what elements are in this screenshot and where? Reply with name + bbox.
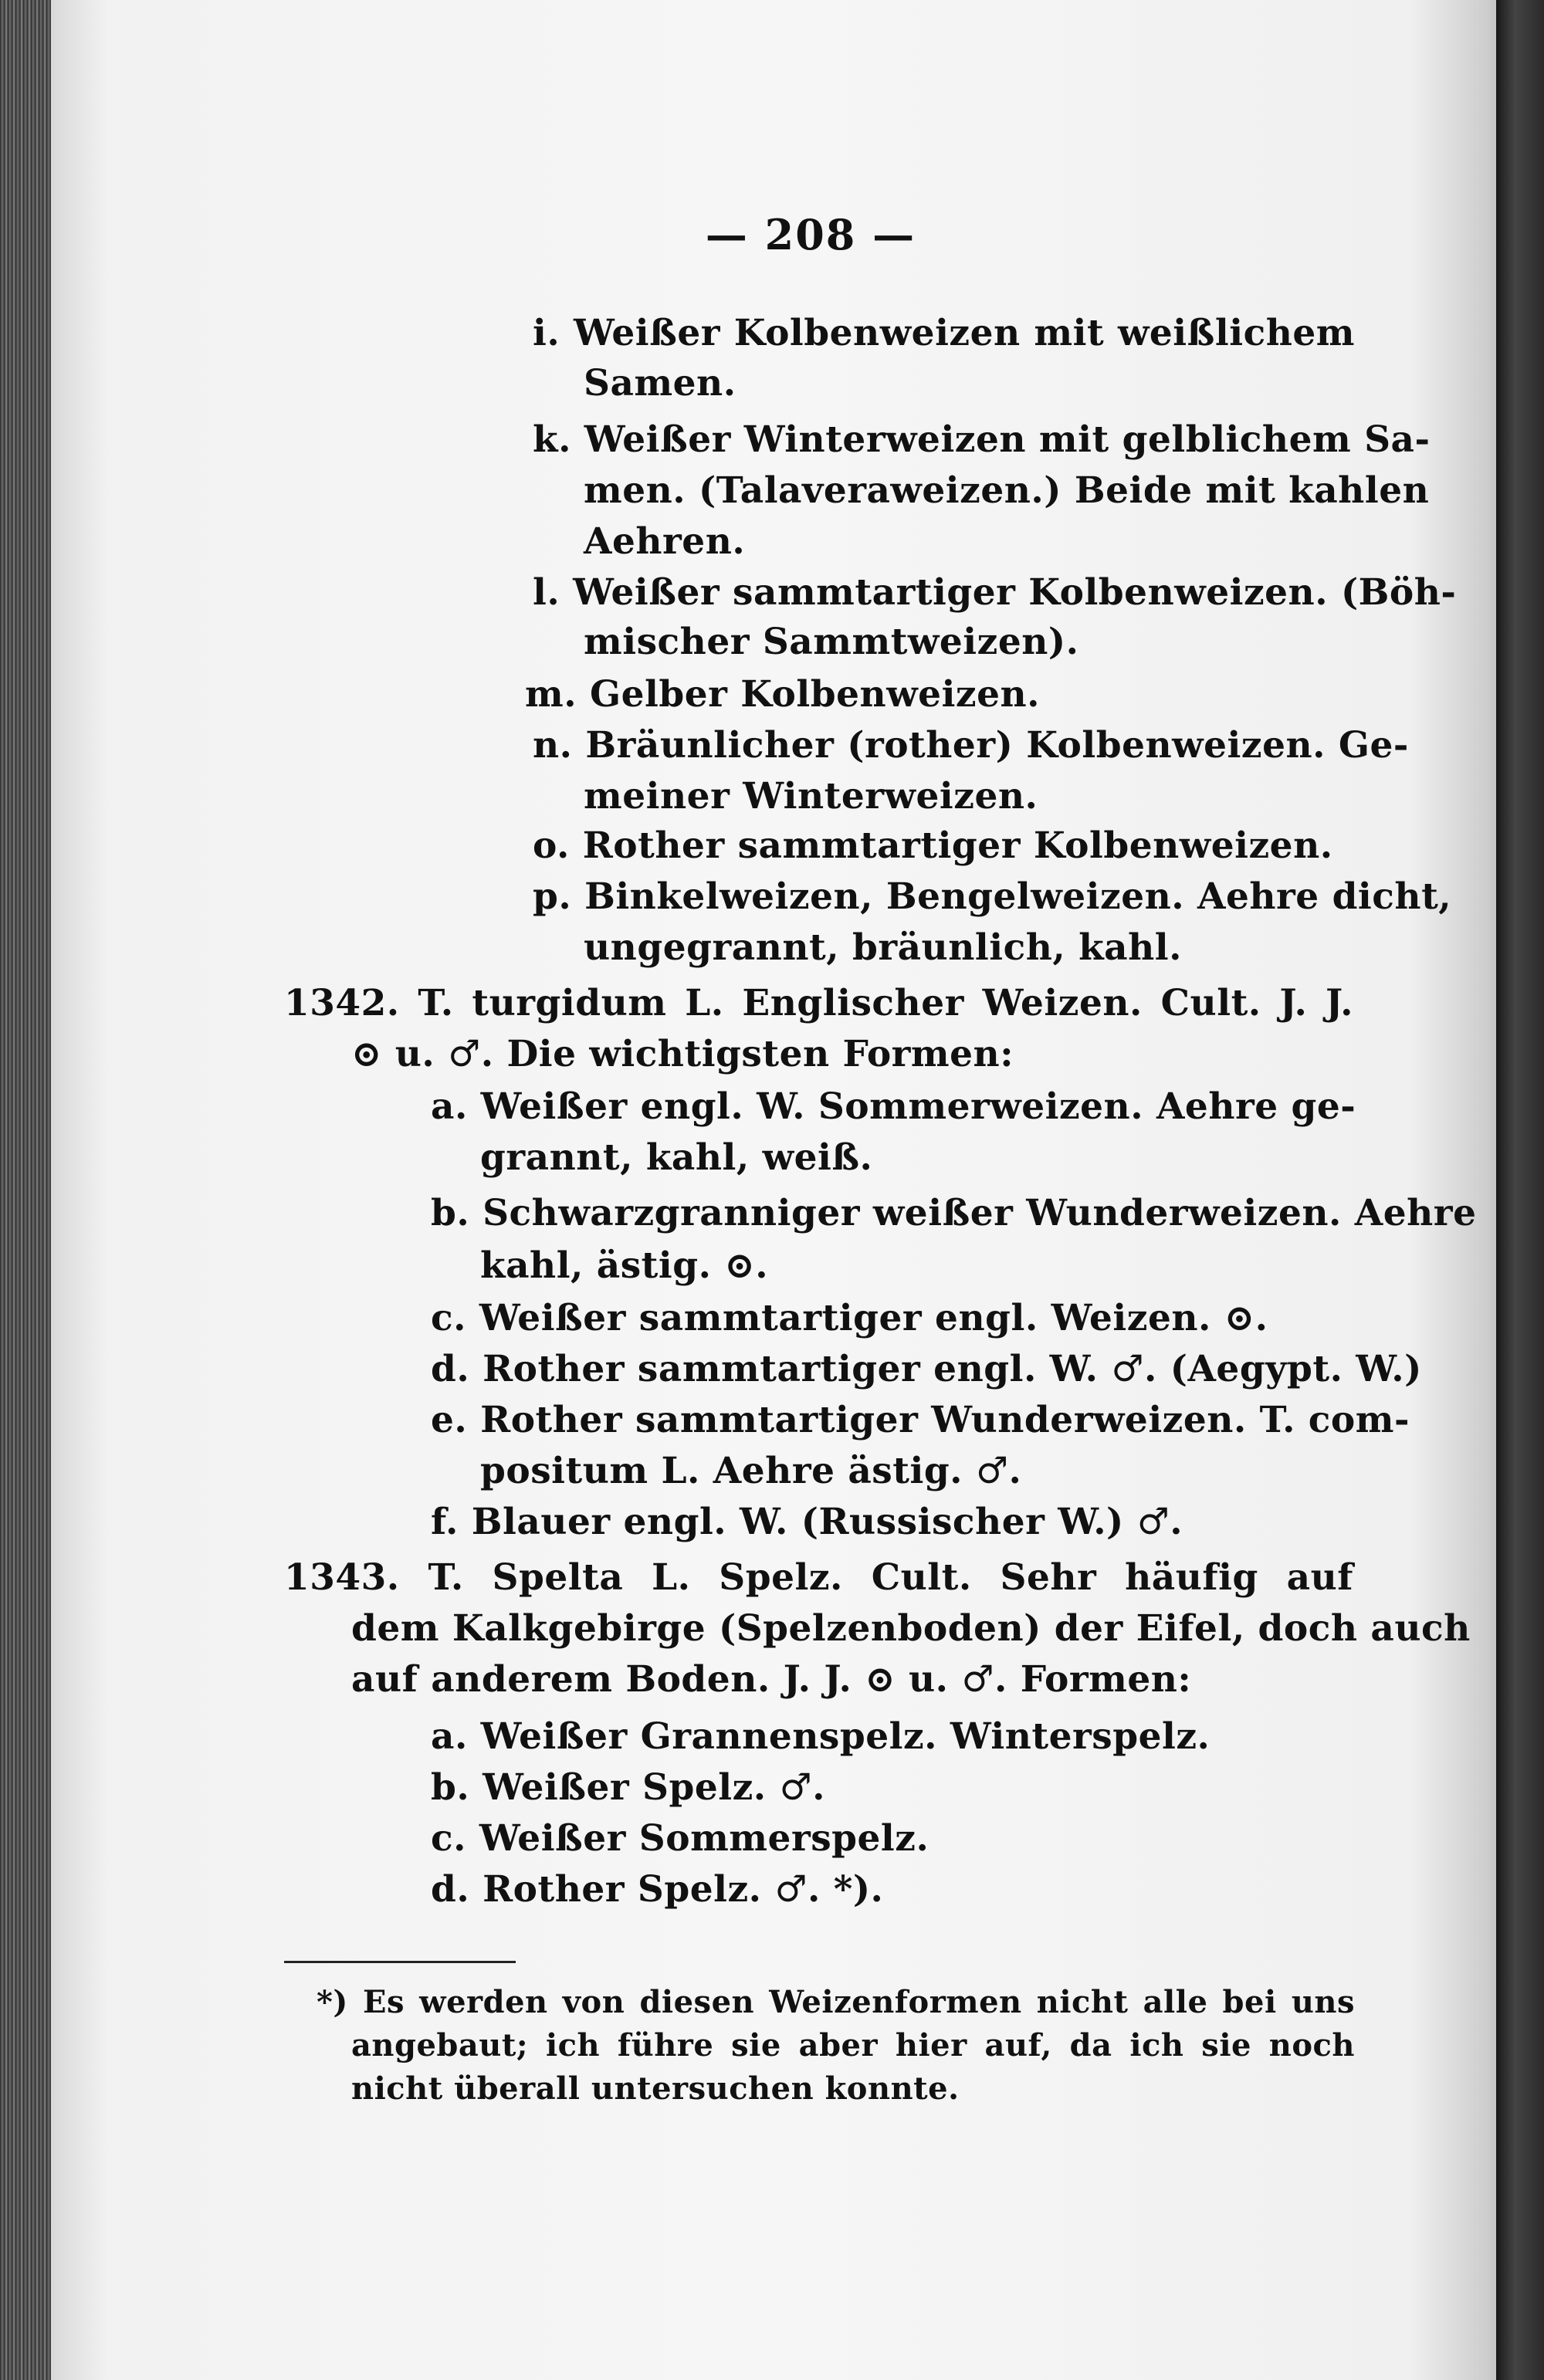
footnote-line: *) Es werden von diesen Weizenformen nicht alle bei uns [317, 1984, 1355, 2020]
text-line: ungegrannt, bräunlich, kahl. [584, 926, 1183, 969]
text-line: auf anderem Boden. J. J. ⊙ u. ♂. Formen: [351, 1658, 1192, 1701]
text-line: dem Kalkgebirge (Spelzenboden) der Eifel, doch auch [351, 1607, 1471, 1650]
book-page-edges [0, 0, 54, 2380]
text-line: Samen. [584, 362, 736, 405]
text-line: meiner Winterweizen. [584, 775, 1038, 818]
text-line: grannt, kahl, weiß. [480, 1136, 873, 1179]
entry-1342-heading: 1342. T. turgidum L. Englischer Weizen. Cult. J. J. [284, 982, 1353, 1024]
text-line: n. Bräunlicher (rother) Kolbenweizen. Ge- [533, 724, 1409, 767]
text-line: men. (Talaveraweizen.) Beide mit kahlen [584, 469, 1430, 512]
text-line: a. Weißer engl. W. Sommerweizen. Aehre ge- [431, 1085, 1356, 1128]
text-line: d. Rother sammtartiger engl. W. ♂. (Aegypt. W.) [431, 1348, 1422, 1390]
text-line: i. Weißer Kolbenweizen mit weißlichem [533, 312, 1355, 354]
text-line: ⊙ u. ♂. Die wichtigsten Formen: [351, 1033, 1014, 1075]
text-line: positum L. Aehre ästig. ♂. [480, 1450, 1022, 1492]
entry-1343-heading: 1343. T. Spelta L. Spelz. Cult. Sehr häufig auf [284, 1556, 1353, 1599]
text-line: mischer Sammtweizen). [584, 621, 1079, 663]
book-gutter-shadow [1496, 0, 1544, 2380]
text-line: l. Weißer sammtartiger Kolbenweizen. (Böh- [533, 571, 1457, 614]
footnote-line: angebaut; ich führe sie aber hier auf, da ich sie noch [351, 2027, 1355, 2063]
text-line: a. Weißer Grannenspelz. Winterspelz. [431, 1715, 1210, 1758]
text-line: Aehren. [584, 520, 746, 563]
text-line: m. Gelber Kolbenweizen. [525, 673, 1041, 716]
text-line: d. Rother Spelz. ♂. *). [431, 1868, 884, 1911]
text-line: b. Schwarzgranniger weißer Wunderweizen. Aehre [431, 1192, 1477, 1234]
text-line: c. Weißer Sommerspelz. [431, 1817, 929, 1860]
text-line: p. Binkelweizen, Bengelweizen. Aehre dicht, [533, 875, 1452, 918]
text-line: k. Weißer Winterweizen mit gelblichem Sa- [533, 418, 1431, 461]
text-line: b. Weißer Spelz. ♂. [431, 1766, 826, 1809]
text-line: e. Rother sammtartiger Wunderweizen. T. com- [431, 1399, 1410, 1441]
text-line: c. Weißer sammtartiger engl. Weizen. ⊙. [431, 1297, 1268, 1339]
text-line: kahl, ästig. ⊙. [480, 1244, 769, 1287]
page-number: — 208 — [705, 210, 916, 259]
text-line: f. Blauer engl. W. (Russischer W.) ♂. [431, 1501, 1183, 1543]
footnote-rule [284, 1961, 516, 1963]
footnote-line: nicht überall untersuchen konnte. [351, 2070, 960, 2107]
text-line: o. Rother sammtartiger Kolbenweizen. [533, 824, 1333, 867]
